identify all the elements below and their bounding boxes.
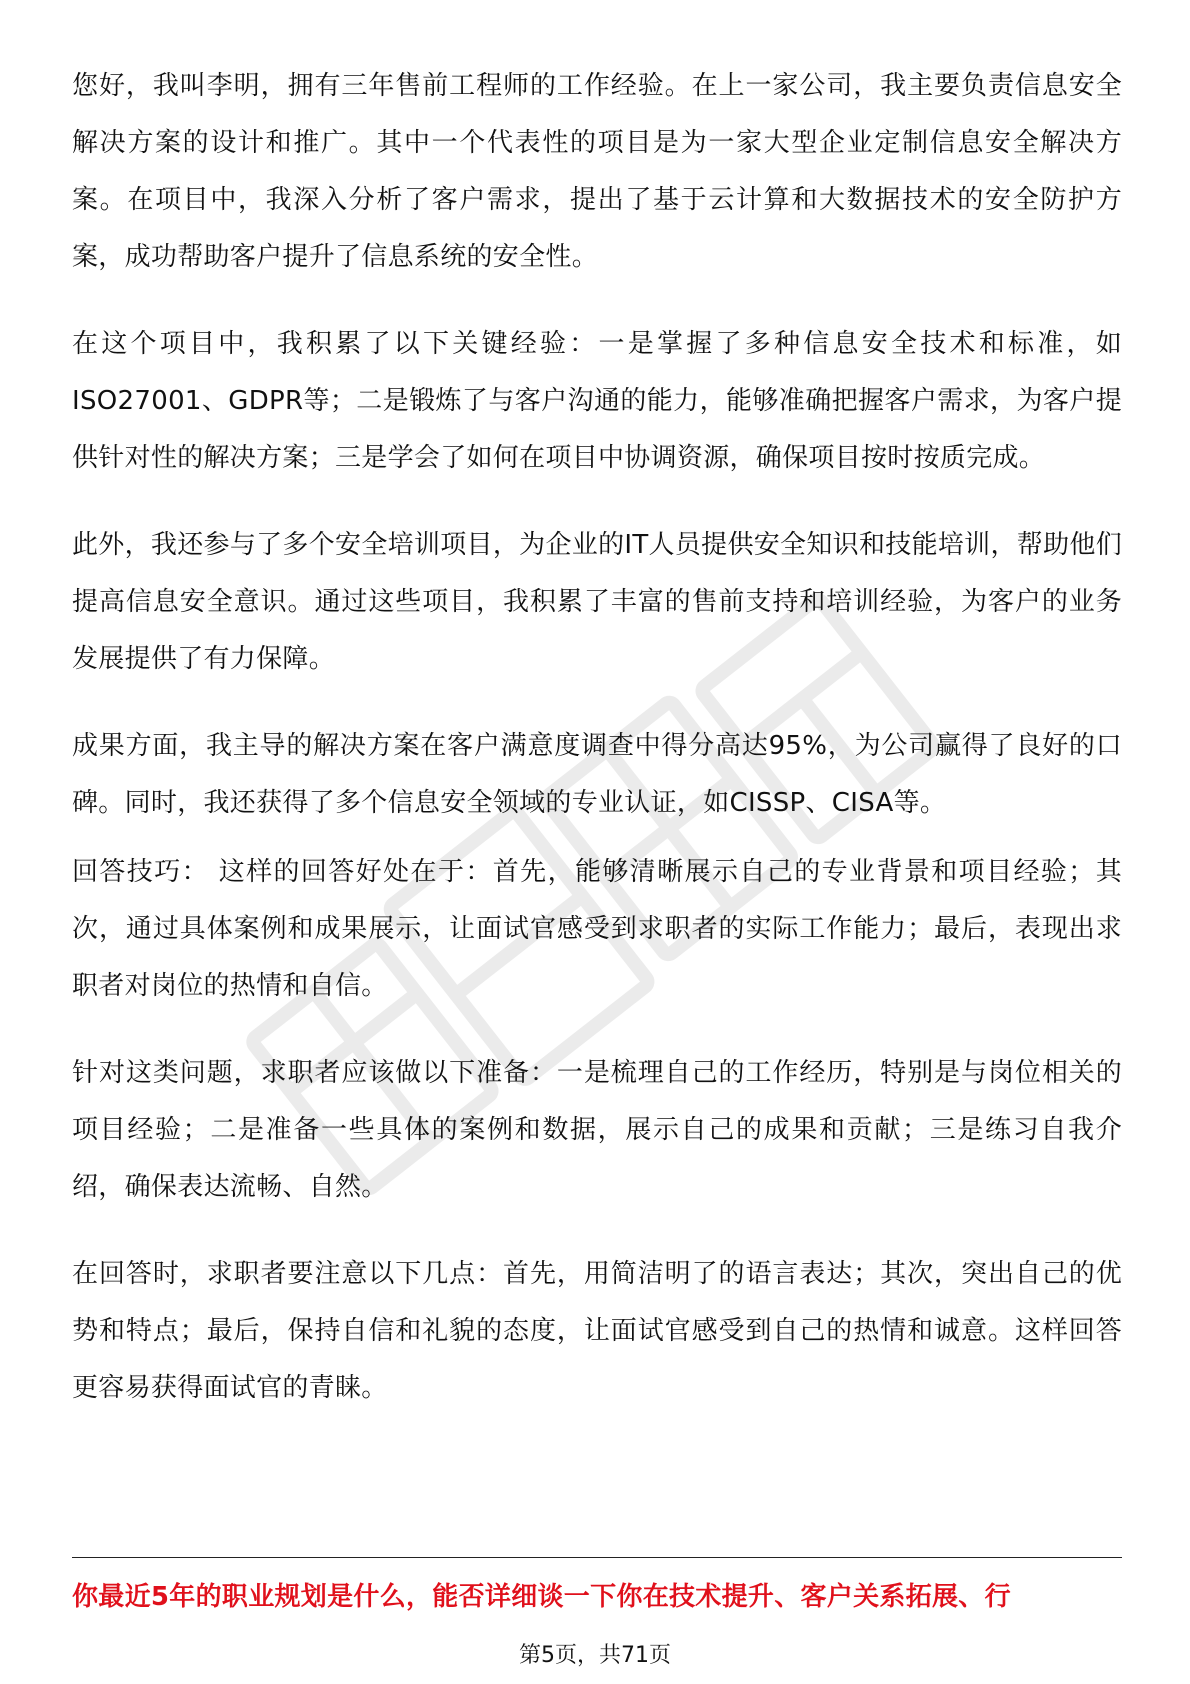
paragraph-intro: 您好，我叫李明，拥有三年售前工程师的工作经验。在上一家公司，我主要负责信息安全解决方案的设计和推广。其中一个代表性的项目是为一家大型企业定制信息安全解决方案。在项目中，我深入分析了客户需求，提出了基于云计算和大数据技术的安全防护方案，成功帮助客户提升了信息系统的安全性。 — [72, 71, 1122, 272]
paragraph-training: 此外，我还参与了多个安全培训项目，为企业的IT人员提供安全知识和技能培训，帮助他们提高信息安全意识。通过这些项目，我积累了丰富的售前支持和培训经验，为客户的业务发展提供了有力保障。 — [72, 530, 1122, 674]
page-footer: 第5页，共71页 — [519, 1643, 671, 1668]
paragraph-notes: 在回答时，求职者要注意以下几点：首先，用简洁明了的语言表达；其次，突出自己的优势和特点；最后，保持自信和礼貌的态度，让面试官感受到自己的热情和诚意。这样回答更容易获得面试官的青睐。 — [72, 1259, 1122, 1403]
next-question-heading: 你最近5年的职业规划是什么，能否详细谈一下你在技术提升、客户关系拓展、行 — [72, 1582, 1011, 1612]
document-body — [72, 58, 1122, 1447]
paragraph-answer-tips: 回答技巧： 这样的回答好处在于：首先，能够清晰展示自己的专业背景和项目经验；其次，通过具体案例和成果展示，让面试官感受到求职者的实际工作能力；最后，表现出求职者对岗位的热情和自信。 — [72, 857, 1122, 1001]
paragraph-results: 成果方面，我主导的解决方案在客户满意度调查中得分高达95%，为公司赢得了良好的口碑。同时，我还获得了多个信息安全领域的专业认证，如CISSP、CISA等。 — [72, 731, 1122, 818]
paragraph-experience: 在这个项目中，我积累了以下关键经验：一是掌握了多种信息安全技术和标准，如ISO27001、GDPR等；二是锻炼了与客户沟通的能力，能够准确把握客户需求，为客户提供针对性的解决方案；三是学会了如何在项目中协调资源，确保项目按时按质完成。 — [72, 329, 1122, 473]
section-divider — [72, 1557, 1122, 1558]
paragraph-preparation: 针对这类问题，求职者应该做以下准备：一是梳理自己的工作经历，特别是与岗位相关的项目经验；二是准备一些具体的案例和数据，展示自己的成果和贡献；三是练习自我介绍，确保表达流畅、自然。 — [72, 1058, 1122, 1202]
